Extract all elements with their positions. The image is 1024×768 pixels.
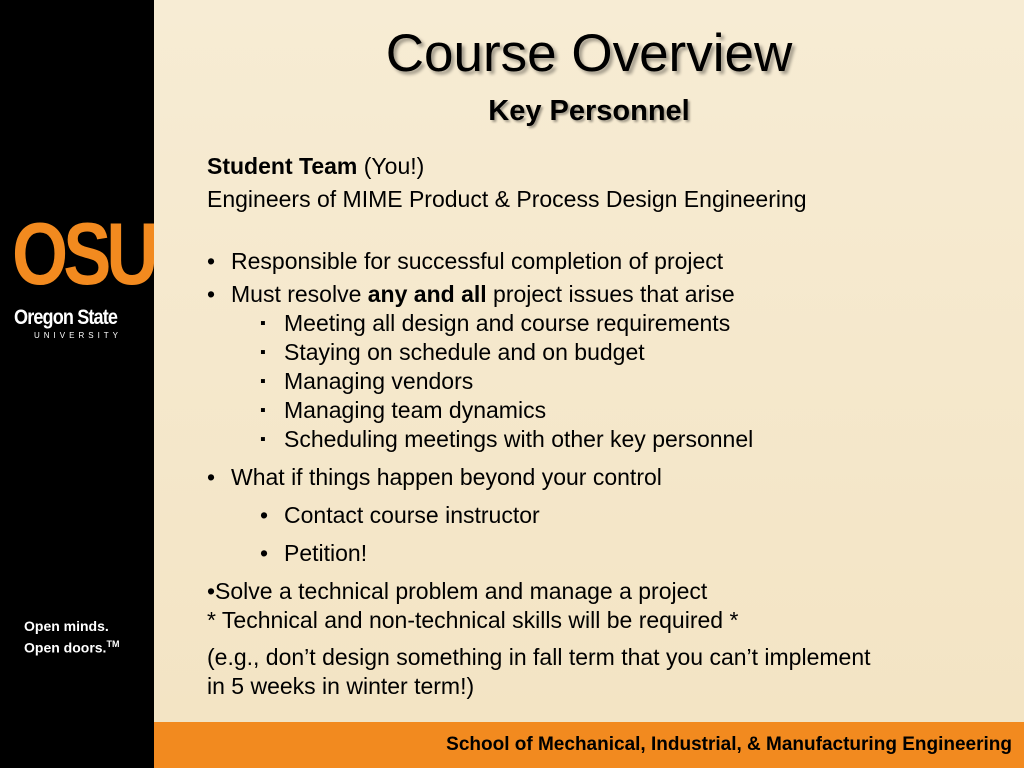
slide-title: Course Overview bbox=[385, 24, 793, 83]
sub-item: • Petition! bbox=[260, 540, 368, 566]
bullet-item: • Responsible for successful completion of project bbox=[207, 248, 724, 274]
sub-item: ▪ Meeting all design and course requirements bbox=[260, 310, 731, 336]
tagline-line-1: Open minds. bbox=[24, 618, 109, 634]
bullet-text: Responsible for successful completion of project bbox=[231, 248, 724, 274]
sub-item: ▪ Scheduling meetings with other key personnel bbox=[260, 426, 754, 452]
tagline-line-2: Open doors. bbox=[24, 639, 107, 656]
slide-subtitle: Key Personnel bbox=[488, 95, 690, 127]
logo-university-text: UNIVERSITY bbox=[34, 331, 123, 340]
logo-name-text: Oregon State bbox=[14, 306, 118, 329]
example-line-1: (e.g., don’t design something in fall term that you can’t implement bbox=[207, 644, 871, 670]
engineers-line: Engineers of MIME Product & Process Design Engineering bbox=[207, 186, 807, 212]
slide-content bbox=[207, 152, 1017, 701]
bullet-item: • Must resolve any and all project issues that arise bbox=[207, 281, 735, 307]
team-line bbox=[207, 152, 1017, 181]
tagline bbox=[24, 617, 119, 657]
footer-bar bbox=[154, 722, 1024, 768]
sub-item: • Contact course instructor bbox=[260, 502, 540, 528]
sub-item: ▪ Managing vendors bbox=[260, 368, 474, 394]
team-heading: Student Team bbox=[207, 153, 358, 179]
osu-logo bbox=[12, 204, 154, 340]
solve-line: •Solve a technical problem and manage a project bbox=[207, 578, 708, 604]
trademark-mark: TM bbox=[106, 639, 120, 649]
bullet-text-pre: Must resolve bbox=[231, 281, 368, 307]
example-line-2: in 5 weeks in winter term!) bbox=[207, 673, 475, 699]
sidebar bbox=[0, 0, 154, 768]
bullet-text-post: project issues that arise bbox=[486, 281, 735, 307]
footer-text: School of Mechanical, Industrial, & Manufacturing Engineering bbox=[446, 734, 1012, 755]
skills-line: * Technical and non-technical skills will be required * bbox=[207, 607, 739, 633]
sub-item: ▪ Managing team dynamics bbox=[260, 397, 547, 423]
bullet-text-bold: any and all bbox=[367, 281, 487, 307]
team-note: (You!) bbox=[357, 153, 425, 179]
sub-item: ▪ Staying on schedule and on budget bbox=[260, 339, 645, 365]
bullet-item: • What if things happen beyond your control bbox=[207, 464, 662, 490]
logo-osu-text: OSU bbox=[12, 204, 154, 303]
